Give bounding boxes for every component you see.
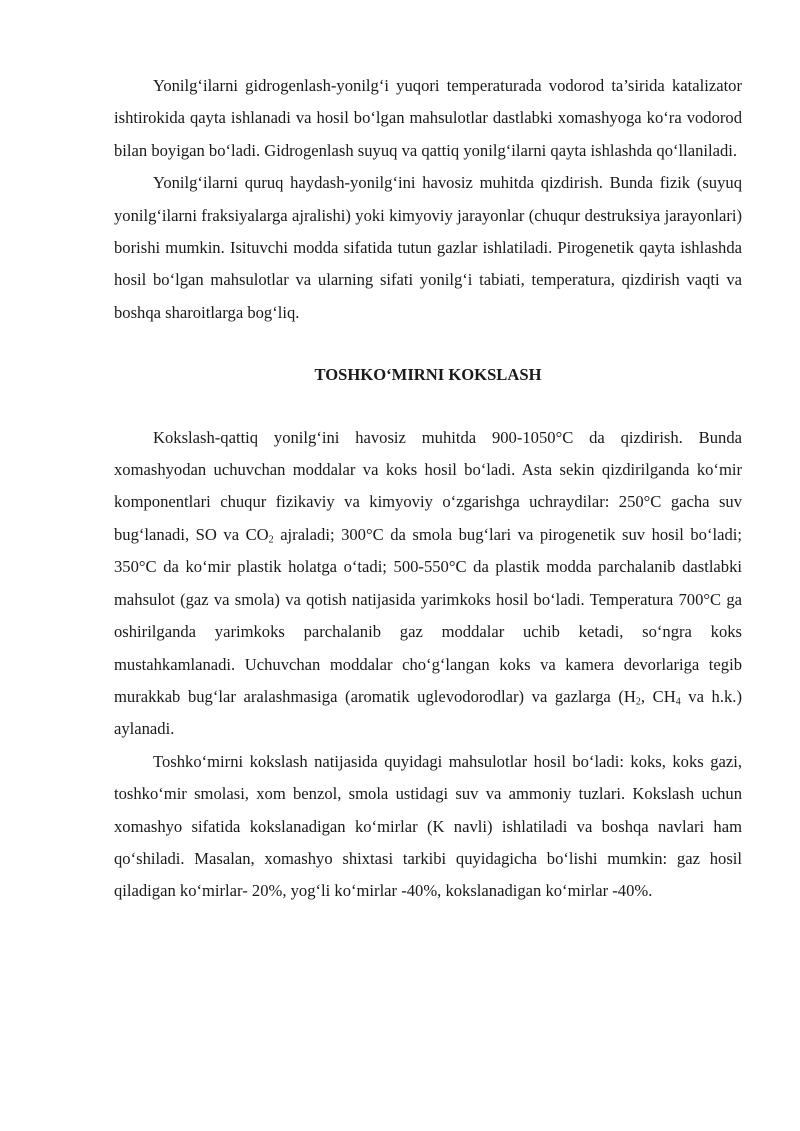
- subscript: 4: [675, 696, 681, 708]
- text-run: ajraladi; 300°C da smola bug‘lari va pirogenetik suv hosil bo‘ladi; 350°C da ko‘mir plastik holatga o‘tadi; 500-550°C da plastik modda parchalanib dastlabki mahsulot (gaz va smola) va qotish natijasida yarimkoks hosil bo‘ladi. Temperatura 700°C ga oshirilganda yarimkoks parchalanib gaz moddalar uchib ketadi, so‘ngra koks mustahkamlanadi. Uchuvchan moddalar cho‘g‘langan koks va kamera devorlariga tegib murakkab bug‘lar aralashmasiga (aromatik uglevodorodlar) va gazlarga (H: [114, 524, 747, 706]
- text-run: , CH: [640, 686, 676, 706]
- text-run: va h.k.) aylanadi.: [114, 686, 747, 739]
- paragraph-coking-products: Toshko‘mirni kokslash natijasida quyidagi mahsulotlar hosil bo‘ladi: koks, koks gazi, toshko‘mir smolasi, xom benzol, smola ustidagi suv va ammoniy tuzlari. Kokslash uchun xomashyo sifatida kokslanadigan ko‘mirlar (K navli) ishlatiladi va boshqa navlari ham qo‘shiladi. Masalan, xomashyo shixtasi tarkibi quyidagicha bo‘lishi mumkin: gaz hosil qiladigan ko‘mirlar- 20%, yog‘li ko‘mirlar -40%, kokslanadigan ko‘mirlar -40%.: [114, 751, 742, 901]
- document-page: [114, 70, 747, 908]
- subscript: 2: [268, 534, 274, 546]
- text-run: Kokslash-qattiq yonilg‘ini havosiz muhitda 900-1050°C da qizdirish. Bunda xomashyodan uchuvchan moddalar va koks hosil bo‘ladi. Asta sekin qizdirilganda ko‘mir komponentlari chuqur fizikaviy va kimyoviy o‘zgarishga uchraydilar: 250°C gacha suv bug‘lanadi, SO va CO: [114, 427, 747, 544]
- paragraph-coking-process: [114, 422, 747, 746]
- subscript: 2: [635, 696, 641, 708]
- paragraph-hydrogenation: Yonilg‘ilarni gidrogenlash-yonilg‘i yuqori temperaturada vodorod ta’sirida katalizator ishtirokida qayta ishlanadi va hosil bo‘lgan mahsulotlar dastlabki xomashyoga ko‘ra vodorod bilan boyigan bo‘ladi. Gidrogenlash suyuq va qattiq yonilg‘ilarni qayta ishlashda qo‘llaniladi.: [114, 76, 742, 160]
- paragraph-dry-distillation: Yonilg‘ilarni quruq haydash-yonilg‘ini havosiz muhitda qizdirish. Bunda fizik (suyuq yonilg‘ilarni fraksiyalarga ajralishi) yoki kimyoviy jarayonlar (chuqur destruksiya jarayonlari) borishi mumkin. Isituvchi modda sifatida tutun gazlar ishlatiladi. Pirogenetik qayta ishlashda hosil bo‘lgan mahsulotlar va ularning sifati yonilg‘i tabiati, temperatura, qizdirish vaqti va boshqa sharoitlarga bog‘liq.: [114, 173, 742, 322]
- section-heading: TOSHKO‘MIRNI KOKSLASH: [314, 365, 542, 385]
